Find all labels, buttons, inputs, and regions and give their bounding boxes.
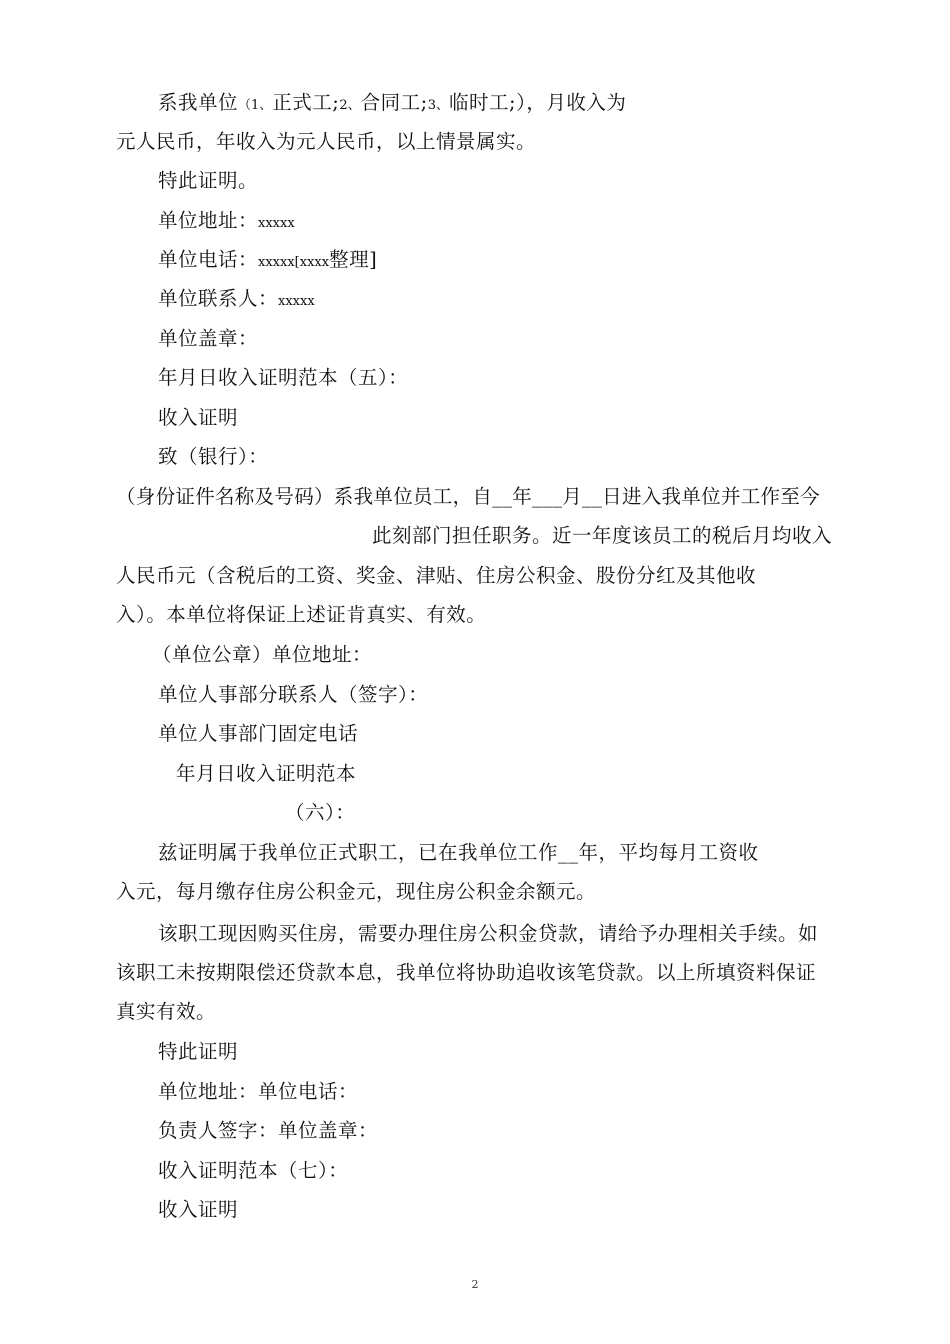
text-span: 合同工; xyxy=(360,91,428,114)
text-line: 收入证明 xyxy=(158,406,239,429)
text-span: 单位电话： xyxy=(158,248,259,271)
text-line: 入元，每月缴存住房公积金元，现住房公积金余额元。 xyxy=(116,880,597,903)
text-line: （六）： xyxy=(285,801,356,824)
text-line: 该职工未按期限偿还贷款本息，我单位将协助追收该笔贷款。以上所填资料保证 xyxy=(116,961,817,984)
text-line: 单位人事部分联系人（签字）： xyxy=(158,683,429,706)
text-line: 特此证明 xyxy=(158,1040,239,1063)
text-line: 单位人事部门固定电话 xyxy=(158,722,359,745)
text-line: 收入证明范本（七）： xyxy=(158,1159,349,1182)
text-span: 正式工; xyxy=(272,91,340,114)
text-line: 特此证明。 xyxy=(158,169,259,192)
text-line: 年月日收入证明范本 xyxy=(176,762,357,785)
text-line: （单位公章）单位地址： xyxy=(152,643,373,666)
text-line: 单位地址：单位电话： xyxy=(158,1080,359,1103)
text-line: （身份证件名称及号码）系我单位员工，自__年___月__日进入我单位并工作至今 xyxy=(116,485,820,508)
text-line: 负责人签字：单位盖章： xyxy=(158,1119,379,1142)
text-span: xxxxx xyxy=(258,216,295,231)
text-line: 元人民币，年收入为元人民币，以上情景属实。 xyxy=(116,130,537,153)
text-line: 入）。本单位将保证上述证肯真实、有效。 xyxy=(116,603,487,626)
text-span: xxxxx[xxxx xyxy=(258,255,330,270)
text-line xyxy=(158,90,626,119)
text-span: 临时工;），月收入为 xyxy=(449,91,627,114)
text-span: 单位联系人： xyxy=(158,287,279,310)
text-line: 单位盖章： xyxy=(158,327,259,350)
page-number: 2 xyxy=(471,1278,479,1291)
text-line: 真实有效。 xyxy=(116,1000,217,1023)
text-line xyxy=(158,247,377,276)
text-span: 整理] xyxy=(329,248,378,271)
text-line: 此刻部门担任职务。近一年度该员工的税后月均收入 xyxy=(372,524,833,547)
text-line xyxy=(158,286,315,315)
text-span: 3、 xyxy=(427,98,450,113)
text-span: xxxxx xyxy=(278,294,315,309)
text-line xyxy=(158,208,295,237)
text-line: 人民币元（含税后的工资、奖金、津贴、住房公积金、股份分红及其他收 xyxy=(116,564,757,587)
text-line: 收入证明 xyxy=(158,1198,239,1221)
text-line: 年月日收入证明范本（五）： xyxy=(158,366,409,389)
text-span: 系我单位 xyxy=(158,91,239,114)
text-span: 单位地址： xyxy=(158,209,259,232)
text-line: 致（银行）： xyxy=(158,445,269,468)
text-span: （1、 xyxy=(238,98,273,113)
text-line: 兹证明属于我单位正式职工，已在我单位工作__年，平均每月工资收 xyxy=(158,841,759,864)
text-line: 该职工现因购买住房，需要办理住房公积金贷款，请给予办理相关手续。如 xyxy=(158,922,819,945)
text-span: 2、 xyxy=(339,98,361,113)
